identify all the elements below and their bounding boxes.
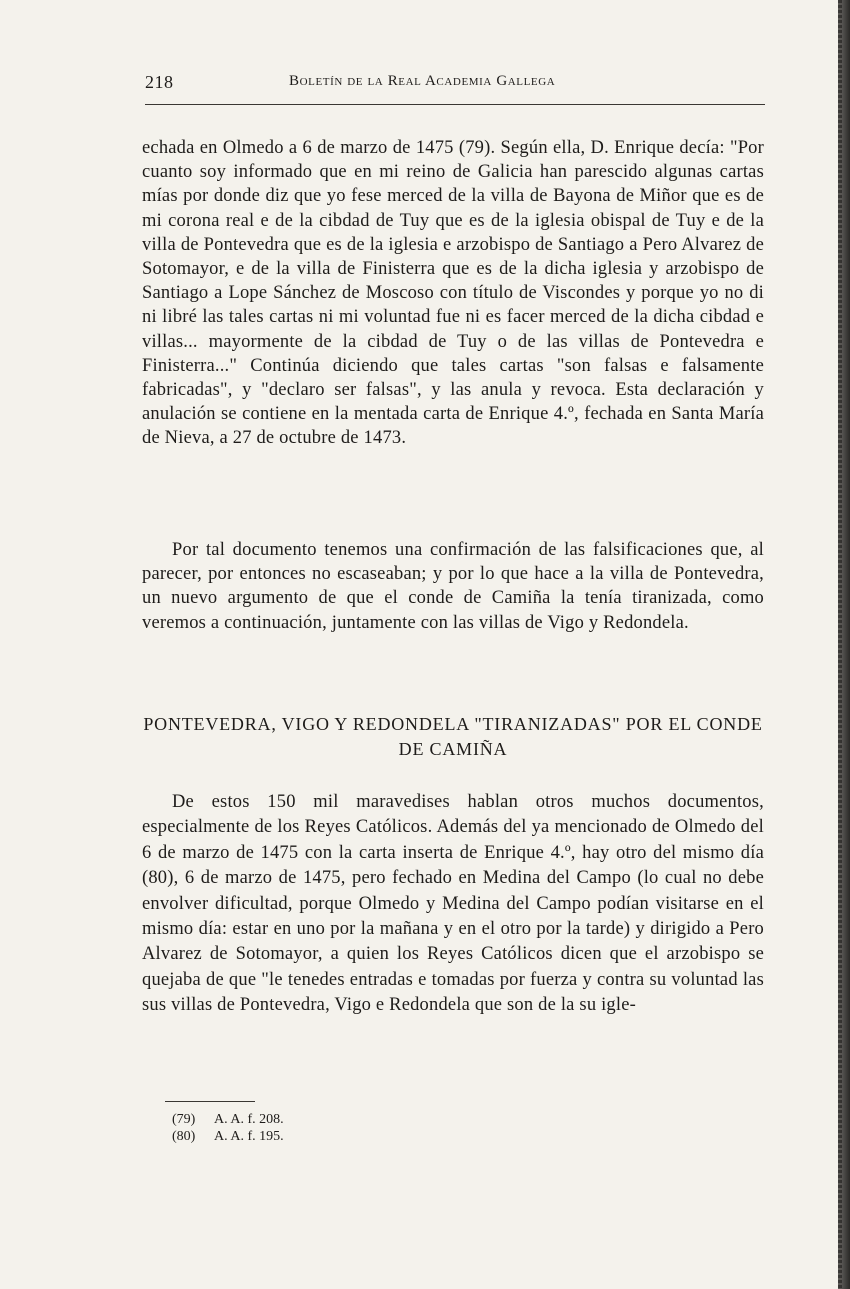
body-text-3 (142, 790, 764, 1019)
paragraph: Por tal documento tenemos una confirmación de las falsificaciones que, al parecer, por entonces no escaseaban; y por lo que hace a la villa de Pontevedra, un nuevo argumento de que el conde de Camiña la tenía tiranizada, como veremos a continuación, juntamente con las villas de Vigo y Redondela. (142, 540, 764, 633)
body-text-continued (142, 136, 764, 451)
paragraph-continued: echada en Olmedo a 6 de marzo de 1475 (79). Según ella, D. Enrique decía: "Por cuanto soy informado que en mi reino de Galicia han parescido algunas cartas mías por donde diz que yo fese merced de la villa de Bayona de Miñor que es de mi corona real e de la cibdad de Tuy que es de la iglesia obispal de Tuy e de la villa de Pontevedra que es de la iglesia e arzobispo de Santiago a Pero Alvarez de Sotomayor, e de la villa de Finisterra que es de la dicha iglesia y arzobispo de Santiago a Lope Sánchez de Moscoso con título de Viscondes y porque yo no di ni libré las tales cartas ni mi voluntad fue ni es facer merced de la dicha cibdad e villas... mayormente de la cibdad de Tuy o de las villas de Pontevedra e Finisterra..." Continúa diciendo que tales cartas "son falsas e falsamente fabricadas", y "declaro ser falsas", y las anula y revoca. Esta declaración y anulación se contiene en la mentada carta de Enrique 4.º, fechada en Santa María de Nieva, a 27 de octubre de 1473. (142, 138, 764, 449)
footnote (172, 1128, 284, 1145)
footnote-mark: (79) (172, 1112, 196, 1127)
paragraph: De estos 150 mil maravedises hablan otros muchos documentos, especialmente de los Reyes Católicos. Además del ya mencionado de Olmedo del 6 de marzo de 1475 con la carta inserta de Enrique 4.º, hay otro del mismo día (80), 6 de marzo de 1475, pero fechado en Medina del Campo (lo cual no debe envolver dificultad, porque Olmedo y Medina del Campo podían visitarse en el mismo día: estar en uno por la mañana y en el otro por la tarde) y dirigido a Pero Alvarez de Sotomayor, a quien los Reyes Católicos dicen que el arzobispo se quejaba de que "le tenedes entradas e tomadas por fuerza y contra su voluntad las sus villas de Pontevedra, Vigo e Redondela que son de la su igle- (142, 792, 764, 1016)
header-rule (145, 104, 765, 105)
footnote (172, 1111, 284, 1128)
footnote-mark: (80) (172, 1129, 196, 1144)
footnotes (172, 1111, 284, 1145)
section-heading: PONTEVEDRA, VIGO Y REDONDELA "TIRANIZADAS" POR EL CONDE DE CAMIÑA (143, 714, 763, 759)
footnote-text: A. A. f. 195. (214, 1129, 284, 1144)
page-header (145, 70, 767, 100)
page-number: 218 (145, 72, 174, 92)
body-text-2 (142, 538, 764, 635)
footnote-rule (165, 1101, 255, 1102)
spine-texture (838, 0, 842, 1289)
footnote-text: A. A. f. 208. (214, 1112, 284, 1127)
running-head: Boletín de la Real Academia Gallega (289, 73, 556, 89)
